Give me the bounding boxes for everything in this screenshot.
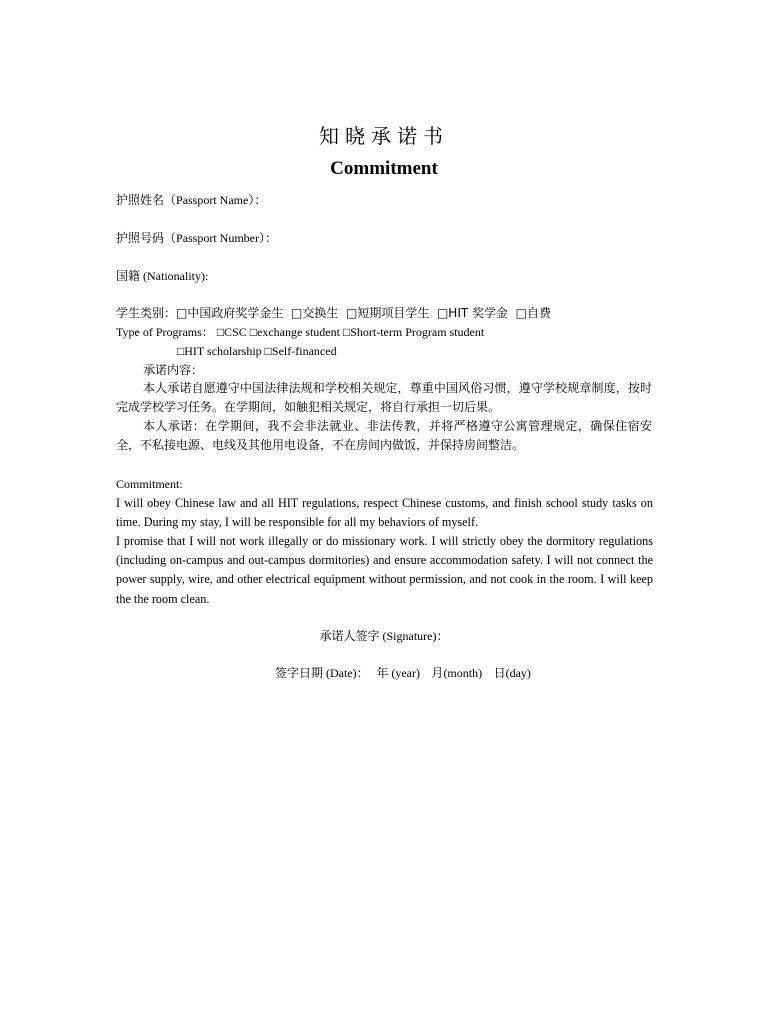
year-label-en: (year) — [388, 666, 420, 680]
day-label-en: (day) — [505, 666, 531, 680]
month-label-cn: 月 — [431, 666, 444, 680]
nationality-field — [116, 268, 208, 284]
sign-date-line — [275, 665, 531, 681]
type-of-programs-row — [116, 324, 484, 340]
student-category-row — [116, 305, 551, 321]
category-option-self-financed: □自费 — [515, 306, 551, 320]
nationality-label-cn: 国籍 — [116, 269, 141, 283]
nationality-label-en: (Nationality): — [140, 269, 209, 283]
category-option-hit: □HIT 奖学金 — [436, 306, 509, 320]
day-label-cn: 日 — [493, 666, 506, 680]
signature-label-cn: 承诺人签字 — [319, 629, 380, 643]
commitment-heading-en: Commitment: — [116, 477, 183, 491]
type-of-programs-options-line1: □CSC □exchange student □Short-term Program student — [216, 325, 485, 339]
sign-date-label-cn: 签字日期 — [275, 666, 324, 680]
category-option-exchange: □交换生 — [291, 306, 339, 320]
student-category-label: 学生类别： — [116, 306, 177, 320]
signature-line — [0, 627, 768, 644]
passport-number-label-cn: 护照号码 — [116, 231, 165, 245]
commitment-paragraph-en-2: I promise that I will not work illegally or do missionary work. I will strictly obey the dormitory regulations (including on-campus and out-campus dormitories) and ensure accommodation safety. I will not connect the power supply, wire, and other electrical equipment without permission, and not cook in the room. I will keep the the room clean. — [116, 534, 653, 606]
passport-name-field — [116, 192, 266, 208]
signature-label-en: (Signature)： — [379, 629, 449, 643]
category-option-csc: □中国政府奖学金生 — [176, 306, 284, 320]
type-of-programs-label: Type of Programs： — [116, 325, 214, 339]
passport-number-label-en: （Passport Number）： — [164, 231, 278, 245]
year-label-cn: 年 — [376, 666, 389, 680]
type-of-programs-options-line2: □HIT scholarship □Self-financed — [177, 344, 337, 358]
commitment-paragraph-cn-2: 本人承诺：在学期间，我不会非法就业、非法传教，并将严格遵守公寓管理规定，确保住宿安全，不私接电源、电线及其他用电设备，不在房间内做饭，并保持房间整洁。 — [116, 419, 652, 452]
document-title-english: Commitment — [330, 158, 438, 179]
passport-name-label-en: （Passport Name）： — [164, 193, 267, 207]
category-option-short-term: □短期项目学生 — [345, 306, 430, 320]
commitment-heading-cn: 承诺内容： — [143, 363, 204, 377]
month-label-en: (month) — [443, 666, 483, 680]
sign-date-label-en: (Date)： — [323, 666, 369, 680]
commitment-paragraph-cn-1: 本人承诺自愿遵守中国法律法规和学校相关规定，尊重中国风俗习惯，遵守学校规章制度，按时完成学校学习任务。在学期间，如触犯相关规定，将自行承担一切后果。 — [116, 381, 652, 414]
passport-name-label-cn: 护照姓名 — [116, 193, 165, 207]
commitment-paragraph-en-1: I will obey Chinese law and all HIT regulations, respect Chinese customs, and finish school study tasks on time. During my stay, I will be responsible for all my behaviors of myself. — [116, 496, 653, 530]
document-title-chinese: 知晓承诺书 — [319, 124, 449, 148]
passport-number-field — [116, 230, 277, 246]
